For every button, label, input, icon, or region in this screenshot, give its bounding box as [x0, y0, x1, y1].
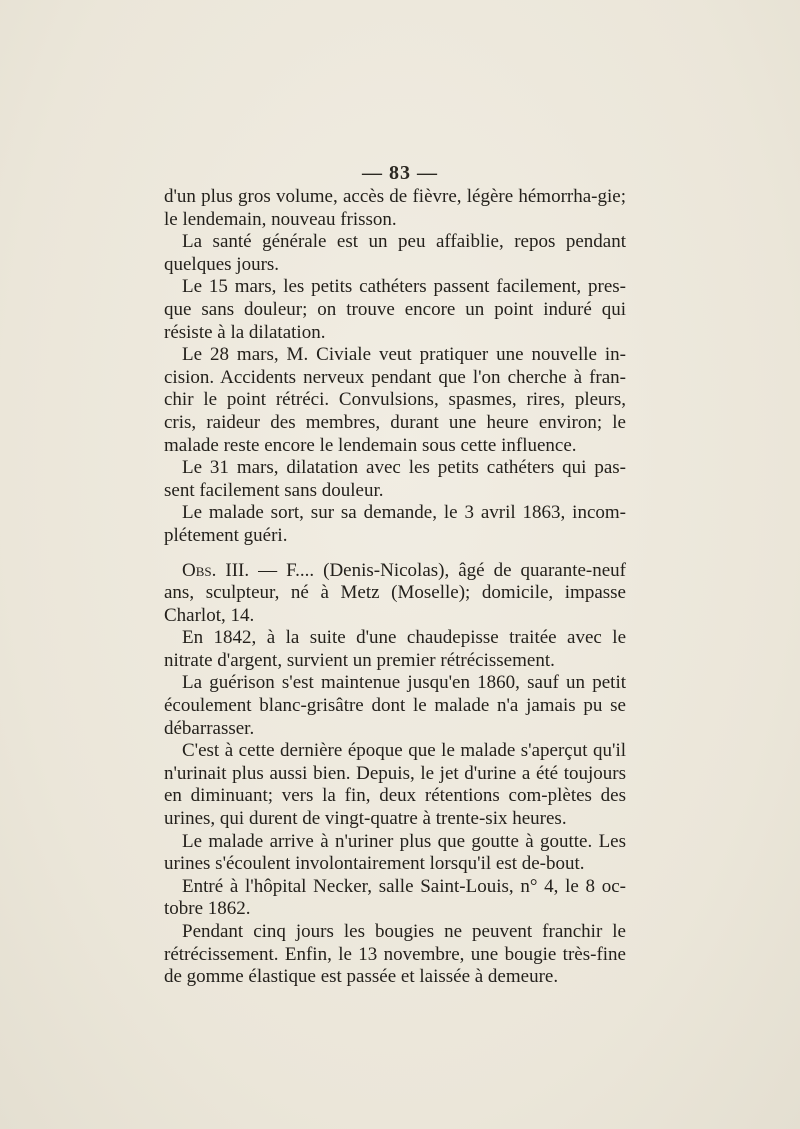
paragraph: Le malade sort, sur sa demande, le 3 avril 1863, incom-plétement guéri. [164, 502, 626, 546]
paragraph: Le 31 mars, dilatation avec les petits cathéters qui pas-sent facilement sans douleur. [164, 457, 626, 501]
paragraph: C'est à cette dernière époque que le malade s'aperçut qu'il n'urinait plus aussi bien. Depuis, le jet d'urine a été toujours en diminuant; vers la fin, deux rétentions com-plètes des urines, qui durent de vingt-quatre à trente-six heures. [164, 740, 626, 830]
paragraph: Pendant cinq jours les bougies ne peuvent franchir le rétrécissement. Enfin, le 13 novembre, une bougie très-fine de gomme élastique est passée et laissée à demeure. [164, 921, 626, 988]
paragraph: d'un plus gros volume, accès de fièvre, légère hémorrha-gie; le lendemain, nouveau frisson. [164, 186, 626, 230]
observation-paragraph [164, 560, 626, 628]
page-body [164, 186, 626, 989]
paragraph: La santé générale est un peu affaiblie, repos pendant quelques jours. [164, 231, 626, 275]
paragraph: La guérison s'est maintenue jusqu'en 1860, sauf un petit écoulement blanc-grisâtre dont le malade n'a jamais pu se débarrasser. [164, 672, 626, 739]
observation-text: — F.... (Denis-Nicolas), âgé de quarante-neuf ans, sculpteur, né à Metz (Moselle); domicile, impasse Charlot, 14. [164, 559, 627, 626]
paragraph: Entré à l'hôpital Necker, salle Saint-Louis, n° 4, le 8 oc-tobre 1862. [164, 875, 626, 920]
page-number: — 83 — [362, 162, 438, 184]
observation-label: Obs. III. [182, 559, 250, 581]
paragraph: En 1842, à la suite d'une chaudepisse traitée avec le nitrate d'argent, survient un premier rétrécissement. [164, 627, 626, 671]
paragraph: Le 28 mars, M. Civiale veut pratiquer une nouvelle in-cision. Accidents nerveux pendant que l'on cherche à fran-chir le point rétréci. Convulsions, spasmes, rires, pleurs, cris, raideur des membres, durant une heure environ; le malade reste encore le lendemain sous cette influence. [164, 344, 626, 456]
paragraph: Le malade arrive à n'uriner plus que goutte à goutte. Les urines s'écoulent involontairement lorsqu'il est de-bout. [164, 830, 626, 875]
paragraph: Le 15 mars, les petits cathéters passent facilement, pres-que sans douleur; on trouve encore un point induré qui résiste à la dilatation. [164, 276, 626, 343]
